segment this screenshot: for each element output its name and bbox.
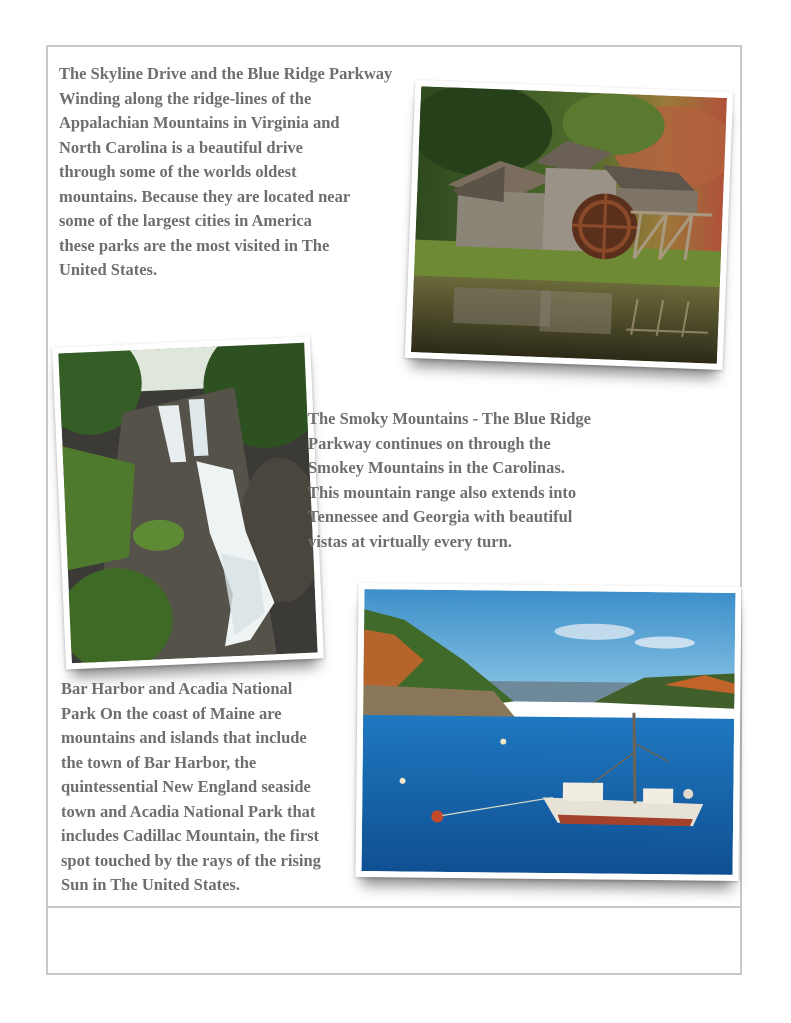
text-line: The Skyline Drive and the Blue Ridge Parkway [59, 64, 393, 83]
smoky-mountains-paragraph [308, 407, 591, 554]
text-line: some of the largest cities in America [59, 211, 312, 230]
text-line: Sun in The United States. [61, 875, 240, 894]
text-line: these parks are the most visited in The [59, 235, 330, 255]
text-line: quintessential New England seaside [61, 777, 311, 796]
text-line: spot touched by the rays of the rising [61, 850, 321, 870]
text-line: This mountain range also extends into [308, 482, 577, 502]
text-line: North Carolina is a beautiful drive [59, 137, 303, 157]
text-line: the town of Bar Harbor, the [61, 752, 257, 772]
text-line: Appalachian Mountains in Virginia and [59, 113, 340, 132]
skyline-drive-paragraph [59, 62, 392, 283]
text-line: through some of the worlds oldest [59, 162, 297, 181]
footer-divider [48, 906, 740, 908]
text-line: Smokey Mountains in the Carolinas. [308, 458, 565, 477]
text-line: mountains and islands that include [61, 728, 307, 747]
text-line: Parkway continues on through the [308, 433, 551, 453]
text-line: town and Acadia National Park that [61, 801, 316, 821]
text-line: Winding along the ridge-lines of the [59, 88, 312, 108]
bar-harbor-photo [355, 583, 741, 881]
text-line: United States. [59, 260, 158, 279]
bar-harbor-paragraph [61, 677, 321, 898]
text-line: The Smoky Mountains - The Blue Ridge [308, 409, 591, 428]
text-line: Bar Harbor and Acadia National [61, 679, 293, 698]
text-line: mountains. Because they are located near [59, 186, 351, 206]
waterfall-photo [52, 337, 324, 670]
text-line: includes Cadillac Mountain, the first [61, 826, 320, 845]
text-line: Park On the coast of Maine are [61, 703, 282, 723]
text-line: Tennessee and Georgia with beautiful [308, 507, 573, 526]
text-line: vistas at virtually every turn. [308, 531, 512, 551]
grist-mill-photo [405, 80, 733, 370]
